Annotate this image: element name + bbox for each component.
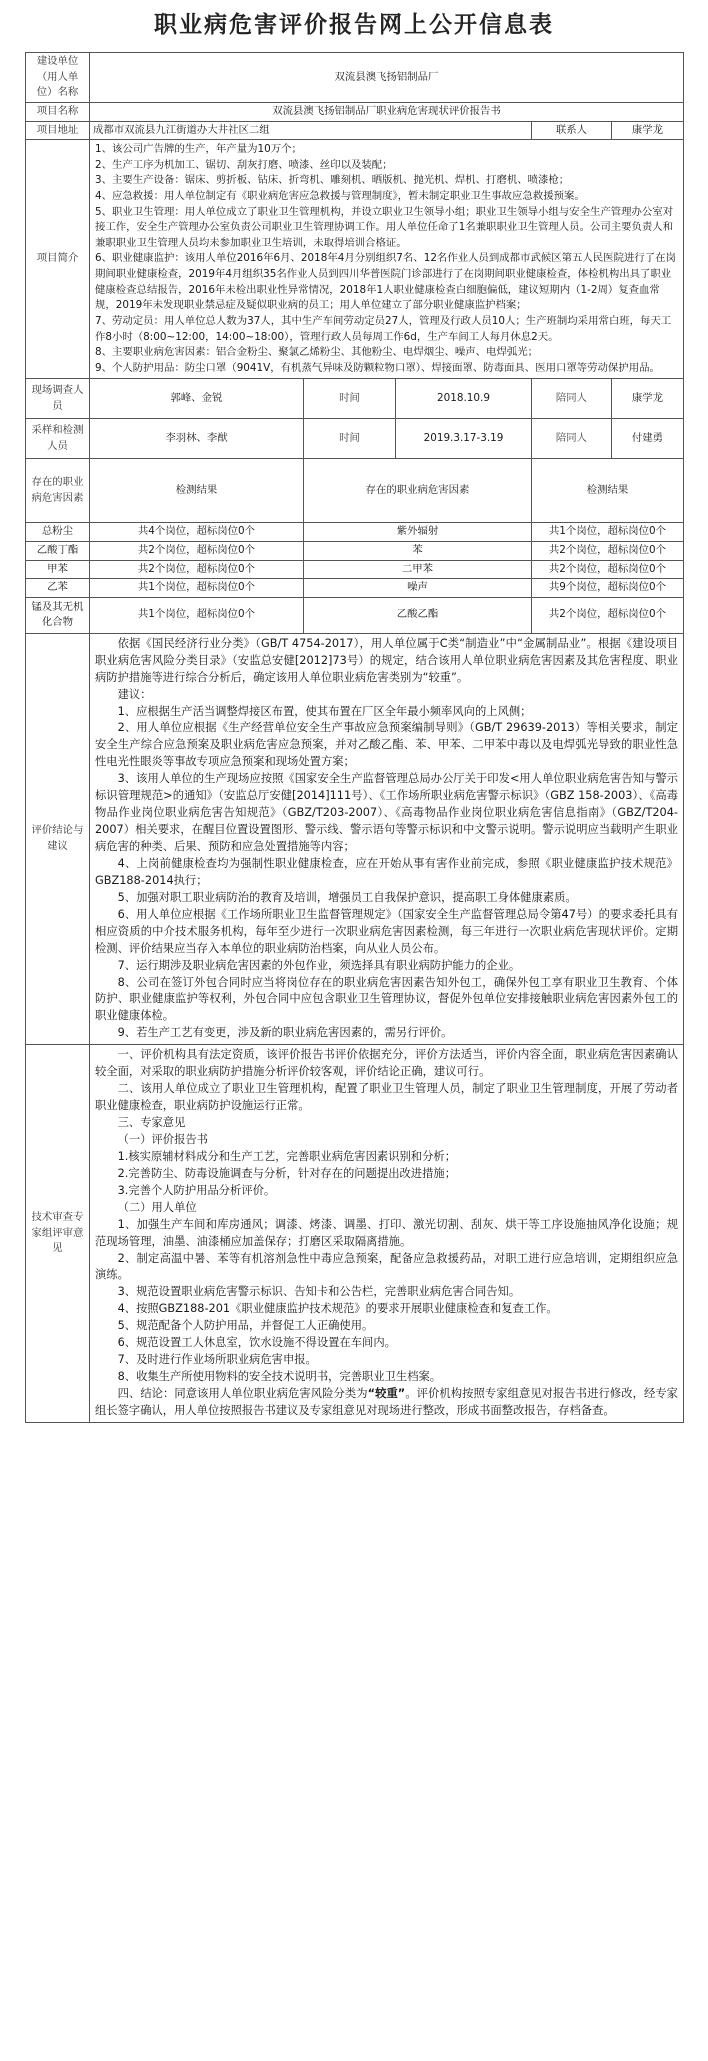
survey-label: 现场调查人员 (26, 379, 90, 419)
info-table (25, 52, 684, 1423)
suggestion-item: 3、该用人单位的生产现场应按照《国家安全生产监督管理总局办公厅关于印发<用人单位职业病危害告知与警示标识管理规范>的通知》（安监总厅安健[2014]111号）、《工作场所职业病危害警示标识》（GBZ 158-2003）、《高毒物品作业岗位职业病危害告知规范》（GBZ/T203-2007）、《高毒物品作业岗位职业病危害信息指南》（GBZ/T204-2007）相关要求，在醒目位置设置图形、警示线、警示语句等警示标识和中文警示说明。警示说明应当载明产生职业病危害的种类、后果、预防和应急处置措施等内容； (95, 772, 678, 854)
hazard-row (26, 597, 684, 633)
survey-escort-label: 陪同人 (532, 379, 612, 419)
project-name-row (26, 103, 684, 122)
review-employer-item: 2、制定高温中暑、苯等有机溶剂急性中毒应急预案，配备应急救援药品，对职工进行应急培训，定期组织应急演练。 (95, 1251, 678, 1282)
review-conclusion-category: “较重” (367, 1387, 406, 1401)
profile-label: 项目简介 (26, 140, 90, 379)
hazard-row (26, 541, 684, 560)
project-address: 成都市双流县九江街道办大井社区二组 (90, 121, 532, 140)
review-conclusion-b: 。评价机构按照专家组意见对报告书进行修改，经专家组长签字确认，用人单位按照报告书建议及专家组意见对现场进行整改，形成书面整改报告，存档备查。 (95, 1387, 678, 1417)
hazard-factor: 锰及其无机化合物 (26, 597, 90, 633)
detect-result-header: 检测结果 (90, 459, 304, 523)
project-name-label: 项目名称 (26, 103, 90, 122)
suggestion-item: 2、用人单位应根据《生产经营单位安全生产事故应急预案编制导则》（GB/T 29639-2013）等相关要求，制定安全生产综合应急预案及职业病危害应急预案，并对乙酸乙酯、苯、甲苯、二甲苯中毒以及电焊弧光导致的职业性急性电光性眼炎等事故专项应急预案和现场处置方案； (95, 721, 678, 769)
sampling-label: 采样和检测人员 (26, 419, 90, 459)
sampling-people: 李羽林、李猷 (90, 419, 304, 459)
employer-name: 双流县澳飞扬铝制品厂 (90, 53, 684, 103)
project-name: 双流县澳飞扬铝制品厂职业病危害现状评价报告书 (90, 103, 684, 122)
profile-item: 1、该公司广告牌的生产，年产量为10万个； (95, 143, 302, 156)
employer-label: 建设单位（用人单位）名称 (26, 53, 90, 103)
suggestion-item: 7、运行期涉及职业病危害因素的外包作业，须选择具有职业病防护能力的企业。 (117, 958, 521, 972)
profile-item: 7、劳动定员：用人单位总人数为37人，其中生产车间劳动定员27人，管理及行政人员10人；生产班制均采用常白班，每天工作8小时（8:00~12:00，14:00~18:00），管理行政人员每周工作6d，生产车间工人每月休息2天。 (95, 314, 672, 343)
conclusion-row (26, 633, 684, 1045)
review-paragraph: 二、该用人单位成立了职业卫生管理机构，配置了职业卫生管理人员，制定了职业卫生管理制度，开展了劳动者职业健康检查，职业病防护设施运行正常。 (95, 1082, 678, 1113)
profile-item: 5、职业卫生管理：用人单位成立了职业卫生管理机构，并设立职业卫生领导小组；职业卫生领导小组与安全生产管理办公室对接工作，安全生产管理办公室负责公司职业卫生管理协调工作。用人单位任命了1名兼职职业卫生管理人员。公司主要负责人和兼职职业卫生管理人员均未参加职业卫生培训，未取得培训合格证。 (95, 205, 674, 249)
survey-row (26, 379, 684, 419)
hazard-row (26, 560, 684, 579)
hazard-result: 共1个岗位，超标岗位0个 (90, 597, 304, 633)
hazard-factor: 乙酸丁酯 (26, 541, 90, 560)
profile-content (90, 140, 684, 379)
profile-item: 3、主要生产设备：锯床、剪折板、钻床、折弯机、雕刻机、晒版机、抛光机、焊机、打磨机、喷漆枪； (95, 174, 570, 187)
review-conclusion (95, 1386, 678, 1420)
survey-time: 2018.10.9 (396, 379, 532, 419)
review-employer-item: 5、规范配备个人防护用品，并督促工人正确使用。 (117, 1319, 374, 1333)
hazard-result-2: 共9个岗位，超标岗位0个 (532, 579, 684, 598)
review-employer-item: 8、收集生产所使用物料的安全技术说明书，完善职业卫生档案。 (117, 1370, 442, 1384)
project-address-label: 项目地址 (26, 121, 90, 140)
hazard-result-2: 共1个岗位，超标岗位0个 (532, 523, 684, 542)
sampling-time: 2019.3.17-3.19 (396, 419, 532, 459)
conclusion-label: 评价结论与建议 (26, 633, 90, 1045)
hazard-factor-2: 乙酸乙酯 (304, 597, 532, 633)
profile-item: 8、主要职业病危害因素：铝合金粉尘、聚氯乙烯粉尘、其他粉尘、电焊烟尘、噪声、电焊弧光； (95, 346, 539, 359)
survey-escort: 康学龙 (612, 379, 684, 419)
hazard-row (26, 579, 684, 598)
sampling-escort-label: 陪同人 (532, 419, 612, 459)
hazard-factor-2: 紫外辐射 (304, 523, 532, 542)
review-employer-item: 3、规范设置职业病危害警示标识、告知卡和公告栏，完善职业病危害合同告知。 (117, 1285, 521, 1299)
hazard-factor-header: 存在的职业病危害因素 (304, 459, 532, 523)
survey-people: 郭峰、金锐 (90, 379, 304, 419)
review-report-item: 3.完善个人防护用品分析评价。 (117, 1183, 276, 1197)
review-report-item: 2.完善防尘、防毒设施调查与分析，针对存在的问题提出改进措施； (117, 1166, 456, 1180)
hazard-header-row (26, 459, 684, 523)
hazard-result-2: 共2个岗位，超标岗位0个 (532, 560, 684, 579)
hazard-factor: 甲苯 (26, 560, 90, 579)
sampling-time-label: 时间 (304, 419, 396, 459)
review-report-item: 1.核实原辅材料成分和生产工艺，完善职业病危害因素识别和分析； (117, 1149, 456, 1163)
hazard-result-2: 共2个岗位，超标岗位0个 (532, 541, 684, 560)
profile-row (26, 140, 684, 379)
sampling-escort: 付建勇 (612, 419, 684, 459)
review-employer-item: 6、规范设置工人休息室，饮水设施不得设置在车间内。 (117, 1336, 396, 1350)
suggestion-title: 建议： (117, 687, 152, 701)
review-subheading: （一）评价报告书 (117, 1132, 208, 1146)
hazard-result: 共2个岗位，超标岗位0个 (90, 560, 304, 579)
hazard-section-label: 存在的职业病危害因素 (26, 459, 90, 523)
review-label: 技术审查专家组评审意见 (26, 1045, 90, 1423)
profile-item: 9、个人防护用品：防尘口罩（9041V，有机蒸气异味及防颗粒物口罩）、焊接面罩、防毒面具、医用口罩等劳动保护用品。 (95, 361, 660, 374)
review-subheading: （二）用人单位 (117, 1200, 197, 1214)
review-employer-item: 4、按照GBZ188-201《职业健康监护技术规范》的要求开展职业健康检查和复查工作。 (117, 1302, 558, 1316)
conclusion-content (90, 633, 684, 1045)
hazard-factor-2: 噪声 (304, 579, 532, 598)
conclusion-intro: 依据《国民经济行业分类》（GB/T 4754-2017），用人单位属于C类“制造业”中“金属制品业”。根据《建设项目职业病危害风险分类目录》（安监总安健[2012]73号）的规定，结合该用人单位职业病危害因素及其危害程度、职业病防护措施等进行综合分析后，确定该用人单位职业病危害类别为“较重”。 (95, 636, 678, 684)
project-address-row (26, 121, 684, 140)
hazard-result: 共4个岗位，超标岗位0个 (90, 523, 304, 542)
profile-item: 2、生产工序为机加工、锯切、刮灰打磨、喷漆、丝印以及装配； (95, 158, 393, 171)
suggestion-item: 5、加强对职工职业病防治的教育及培训，增强员工自我保护意识，提高职工身体健康素质。 (117, 890, 577, 904)
suggestion-item: 8、公司在签订外包合同时应当将岗位存在的职业病危害因素告知外包工，确保外包工享有职业卫生教育、个体防护、职业健康监护等权利，外包合同中应包含职业卫生管理协议，督促外包单位安排接触职业病危害因素外包工的职业健康体检。 (95, 975, 678, 1023)
sampling-row (26, 419, 684, 459)
profile-item: 6、职业健康监护：该用人单位2016年6月、2018年4月分别组织7名、12名作业人员到成都市武候区第五人民医院进行了在岗期间职业健康检查，2019年4月组织35名作业人员到四川华普医院门诊部进行了在岗期间职业健康检查，体检机构出具了职业健康检查总结报告，2016年未检出职业性异常情况，2018年1人职业健康检查白细胞偏低，建议短期内（1-2周）复查血常规，2019年未发现职业禁忌症及疑似职业病的员工；用人单位建立了部分职业健康监护档案； (95, 252, 676, 312)
review-employer-item: 7、及时进行作业场所职业病危害申报。 (117, 1353, 317, 1367)
review-conclusion-a: 四、结论：同意该用人单位职业病危害风险分类为 (117, 1387, 368, 1401)
review-row (26, 1045, 684, 1423)
employer-row (26, 53, 684, 103)
hazard-factor: 乙苯 (26, 579, 90, 598)
hazard-result-2: 共2个岗位，超标岗位0个 (532, 597, 684, 633)
hazard-result: 共1个岗位，超标岗位0个 (90, 579, 304, 598)
survey-time-label: 时间 (304, 379, 396, 419)
review-employer-item: 1、加强生产车间和库房通风；调漆、烤漆、调墨、打印、激光切割、刮灰、烘干等工序设施抽风净化设施；规范现场管理，油墨、油漆桶应加盖保存；打磨区采取隔离措施。 (95, 1217, 678, 1248)
profile-item: 4、应急救援：用人单位制定有《职业病危害应急救援与管理制度》，暂未制定职业卫生事故应急救援预案。 (95, 190, 585, 203)
suggestion-item: 6、用人单位应根据《工作场所职业卫生监督管理规定》（国家安全生产监督管理总局令第47号）的要求委托具有相应资质的中介技术服务机构，每年至少进行一次职业病危害因素检测，每三年进行一次职业病危害现状评价。定期检测、评价结果应当存入本单位的职业病防治档案，向从业人员公布。 (95, 907, 678, 955)
review-paragraph: 一、评价机构具有法定资质，该评价报告书评价依据充分，评价方法适当，评价内容全面，职业病危害因素确认较全面，对采取的职业病防护措施分析评价较客观，评价结论正确，建议可行。 (95, 1048, 678, 1079)
suggestion-item: 4、上岗前健康检查均为强制性职业健康检查，应在开始从事有害作业前完成，参照《职业健康监护技术规范》GBZ188-2014执行； (95, 856, 678, 887)
hazard-factor: 总粉尘 (26, 523, 90, 542)
hazard-factor-2: 苯 (304, 541, 532, 560)
hazard-result: 共2个岗位，超标岗位0个 (90, 541, 304, 560)
review-paragraph: 三、专家意见 (117, 1116, 186, 1130)
suggestion-item: 9、若生产工艺有变更，涉及新的职业病危害因素的，需另行评价。 (117, 1026, 453, 1040)
hazard-factor-2: 二甲苯 (304, 560, 532, 579)
detect-result-header-2: 检测结果 (532, 459, 684, 523)
page-title: 职业病危害评价报告网上公开信息表 (154, 11, 554, 38)
suggestion-item: 1、应根据生产活当调整焊接区布置，使其布置在厂区全年最小频率风向的上风侧； (117, 704, 532, 718)
review-content (90, 1045, 684, 1423)
contact-name: 康学龙 (612, 121, 684, 140)
hazard-row (26, 523, 684, 542)
contact-label: 联系人 (532, 121, 612, 140)
